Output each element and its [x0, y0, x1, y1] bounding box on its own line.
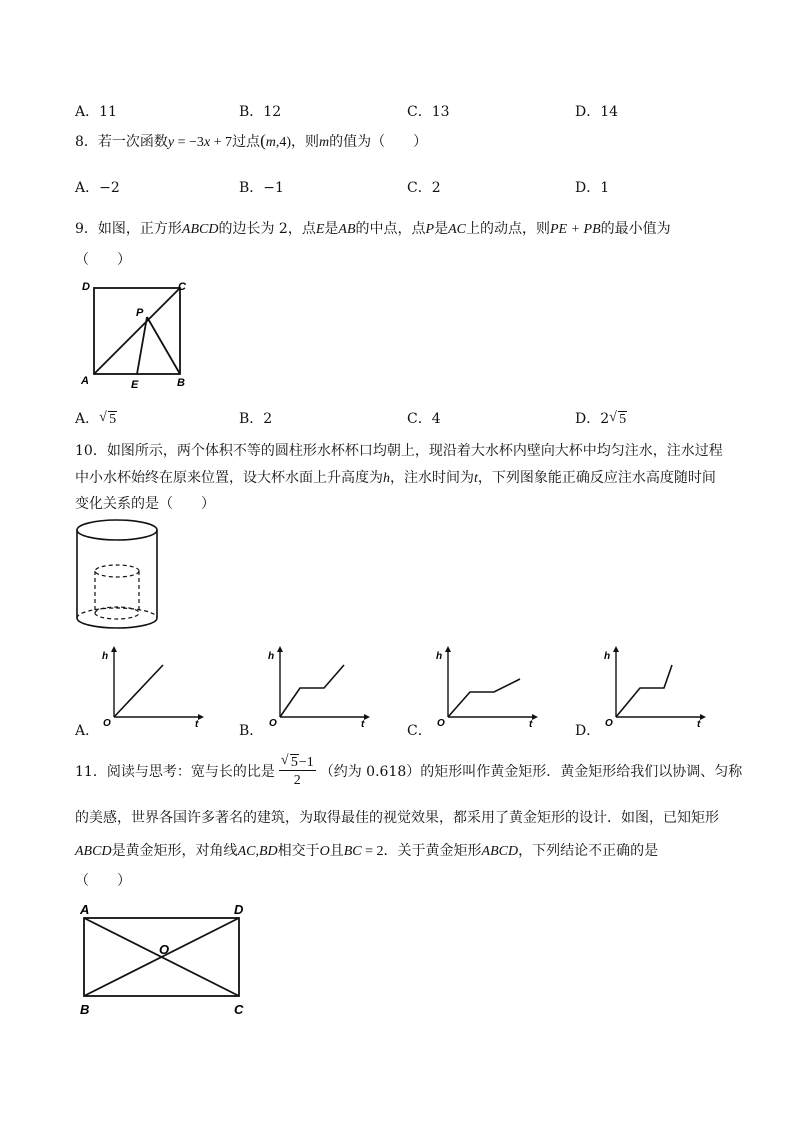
q7-option-d: D．14 [575, 104, 619, 120]
q11-label-d: D [234, 902, 244, 917]
q11-stem-line3: ABCD是黄金矩形，对角线AC,BD相交于O且BC = 2．关于黄金矩形ABCD，下列结论不正确的是 [75, 843, 659, 859]
q7-option-a: A．11 [75, 104, 117, 120]
q9-segment-pb [147, 317, 180, 374]
q9-paren: （ ） [75, 252, 131, 268]
q9-stem: 9．如图，正方形ABCD的边长为 2，点E是AB的中点，点P是AC上的动点，则PE + PB的最小值为 [75, 221, 671, 237]
q10-small-cup-bottom [95, 613, 139, 619]
q10-graph-a-line [114, 665, 163, 717]
q9-label-e: E [131, 379, 139, 391]
q10-graph-c-o: O [437, 718, 445, 727]
q10-graph-a [98, 645, 208, 727]
q10-graph-d-line [616, 665, 672, 717]
q10-graph-d-h: h [604, 651, 611, 662]
q8-option-a: A．−2 [75, 180, 120, 196]
q8-option-d: D．1 [575, 180, 610, 196]
q11-paren: （ ） [75, 873, 131, 889]
q8-option-c: C．2 [407, 180, 441, 196]
q11-label-o: O [159, 942, 170, 957]
q7-option-b: B．12 [239, 104, 282, 120]
q10-stem-line2: 中小水杯始终在原来位置，设大杯水面上升高度为h，注水时间为t，下列图象能正确反应注水高度随时间 [75, 470, 716, 486]
q8-option-b: B．−1 [239, 180, 284, 196]
q9-option-b: B．2 [239, 411, 273, 427]
q10-big-cup-top [77, 520, 157, 540]
q10-graph-b-t: t [361, 719, 365, 727]
q9-option-c: C．4 [407, 411, 441, 427]
q10-graph-b-o: O [269, 718, 277, 727]
q9-label-b: B [177, 377, 185, 389]
q10-graph-c-t: t [529, 719, 533, 727]
q11-label-c: C [234, 1002, 244, 1017]
q10-graph-c-line [448, 679, 520, 717]
q9-diagonal-ac [94, 288, 180, 374]
q10-graph-b-line [280, 665, 344, 717]
q10-graph-d-t: t [697, 719, 701, 727]
q10-graph-d-o: O [605, 718, 613, 727]
q10-stem-line3: 变化关系的是（ ） [75, 496, 215, 512]
q11-label-b: B [80, 1002, 90, 1017]
q10-stem-line1: 10．如图所示，两个体积不等的圆柱形水杯杯口均朝上，现沿着大水杯内壁向大杯中均匀注水，注水过程 [75, 443, 723, 459]
q10-graph-c-h: h [436, 651, 443, 662]
q11-stem-line2: 的美感，世界各国许多著名的建筑，为取得最佳的视觉效果，都采用了黄金矩形的设计．如图，已知矩形 [75, 810, 719, 826]
q10-graph-b [264, 645, 374, 727]
q11-stem-line1: 11．阅读与思考：宽与长的比是 √ 5−1 2 （约为 0.618）的矩形叫作黄金矩形．黄金矩形给我们以协调、匀称 [75, 753, 743, 788]
q10-cups-figure [72, 515, 172, 635]
q8-stem: 8．若一次函数y = −3x + 7过点(m,4)，则m的值为（ ） [75, 131, 428, 150]
q9-option-a: A． √ 5 [75, 410, 117, 427]
q9-square-figure [78, 278, 198, 393]
q11-label-a: A [80, 902, 90, 917]
q9-label-a: A [81, 375, 89, 387]
q10-option-b: B． [239, 723, 264, 739]
q9-label-c: C [178, 281, 186, 293]
q10-option-c: C． [407, 723, 432, 739]
q10-graph-d [600, 645, 710, 727]
q10-option-a: A． [75, 723, 100, 739]
q10-graph-a-h: h [102, 651, 109, 662]
q9-label-d: D [82, 281, 90, 293]
q10-graph-c [432, 645, 542, 727]
q11-golden-fraction: √ 5−1 2 [280, 753, 314, 788]
q10-graph-a-t: t [195, 719, 199, 727]
q10-graph-a-o: O [103, 718, 111, 727]
q9-label-p: P [136, 307, 144, 319]
q10-graph-b-h: h [268, 651, 275, 662]
q9-option-d: D．2 √ 5 [575, 410, 627, 427]
q10-small-cup-top [95, 565, 139, 577]
q10-option-d: D． [575, 723, 601, 739]
q11-rectangle-figure [76, 898, 256, 1023]
q7-option-c: C．13 [407, 104, 450, 120]
